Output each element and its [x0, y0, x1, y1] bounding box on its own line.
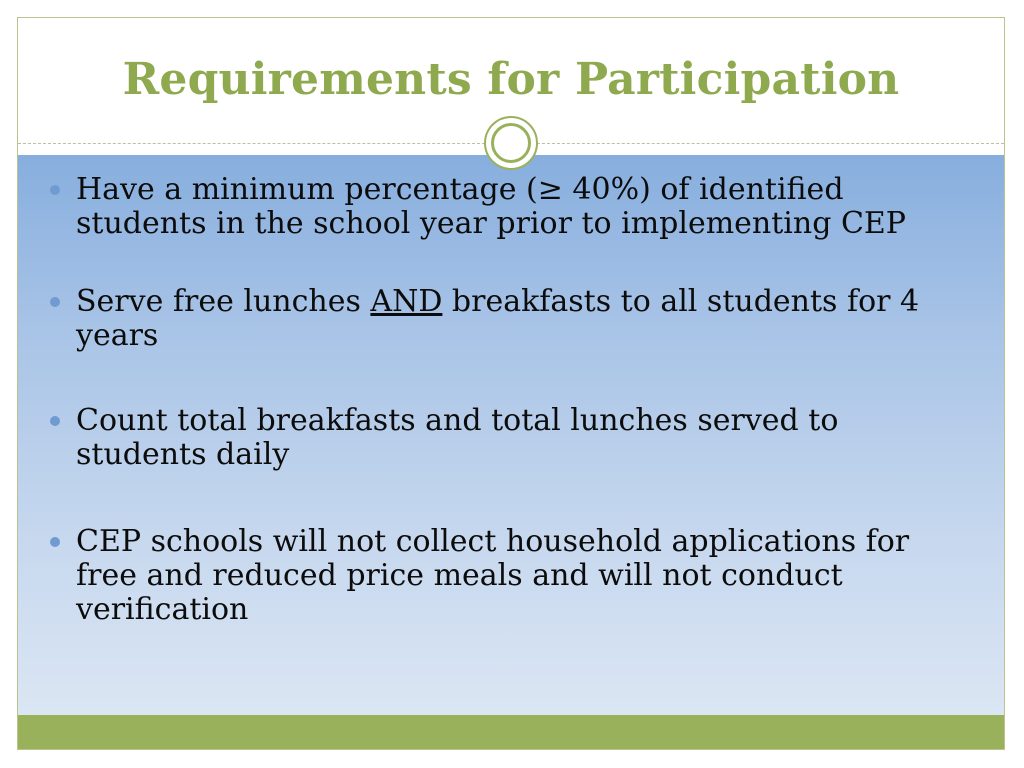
bullet-text-line: Have a minimum percentage (≥ 40%) of identified	[76, 172, 844, 207]
bullet-item	[48, 173, 906, 241]
bullet-text-line: free and reduced price meals and will not conduct	[76, 558, 843, 593]
bullet-text-line: students daily	[76, 437, 290, 472]
bullet-dot-icon	[50, 297, 60, 307]
bullet-text-line: verification	[76, 592, 249, 627]
bullet-item	[48, 404, 838, 472]
bullet-emphasis: AND	[370, 284, 443, 319]
bullet-text-line	[76, 285, 919, 319]
slide-title: Requirements for Participation	[122, 54, 900, 105]
bullet-text-line: students in the school year prior to implementing CEP	[76, 206, 906, 241]
bullet-text-line: CEP schools will not collect household applications for	[76, 524, 910, 559]
circle-ornament-inner	[491, 123, 531, 163]
bullet-dot-icon	[50, 537, 60, 547]
circle-ornament-icon	[484, 116, 538, 170]
bullet-text-line: years	[76, 318, 159, 353]
bullet-item	[48, 285, 919, 353]
bullet-text-line: Count total breakfasts and total lunches served to	[76, 403, 839, 438]
bullet-text-segment: breakfasts to all students for 4	[442, 284, 920, 319]
bullet-dot-icon	[50, 416, 60, 426]
slide	[17, 17, 1005, 750]
footer-bar	[18, 715, 1004, 750]
bullet-item	[48, 525, 909, 627]
bullet-text-segment: Serve free lunches	[76, 284, 371, 319]
bullet-dot-icon	[50, 185, 60, 195]
